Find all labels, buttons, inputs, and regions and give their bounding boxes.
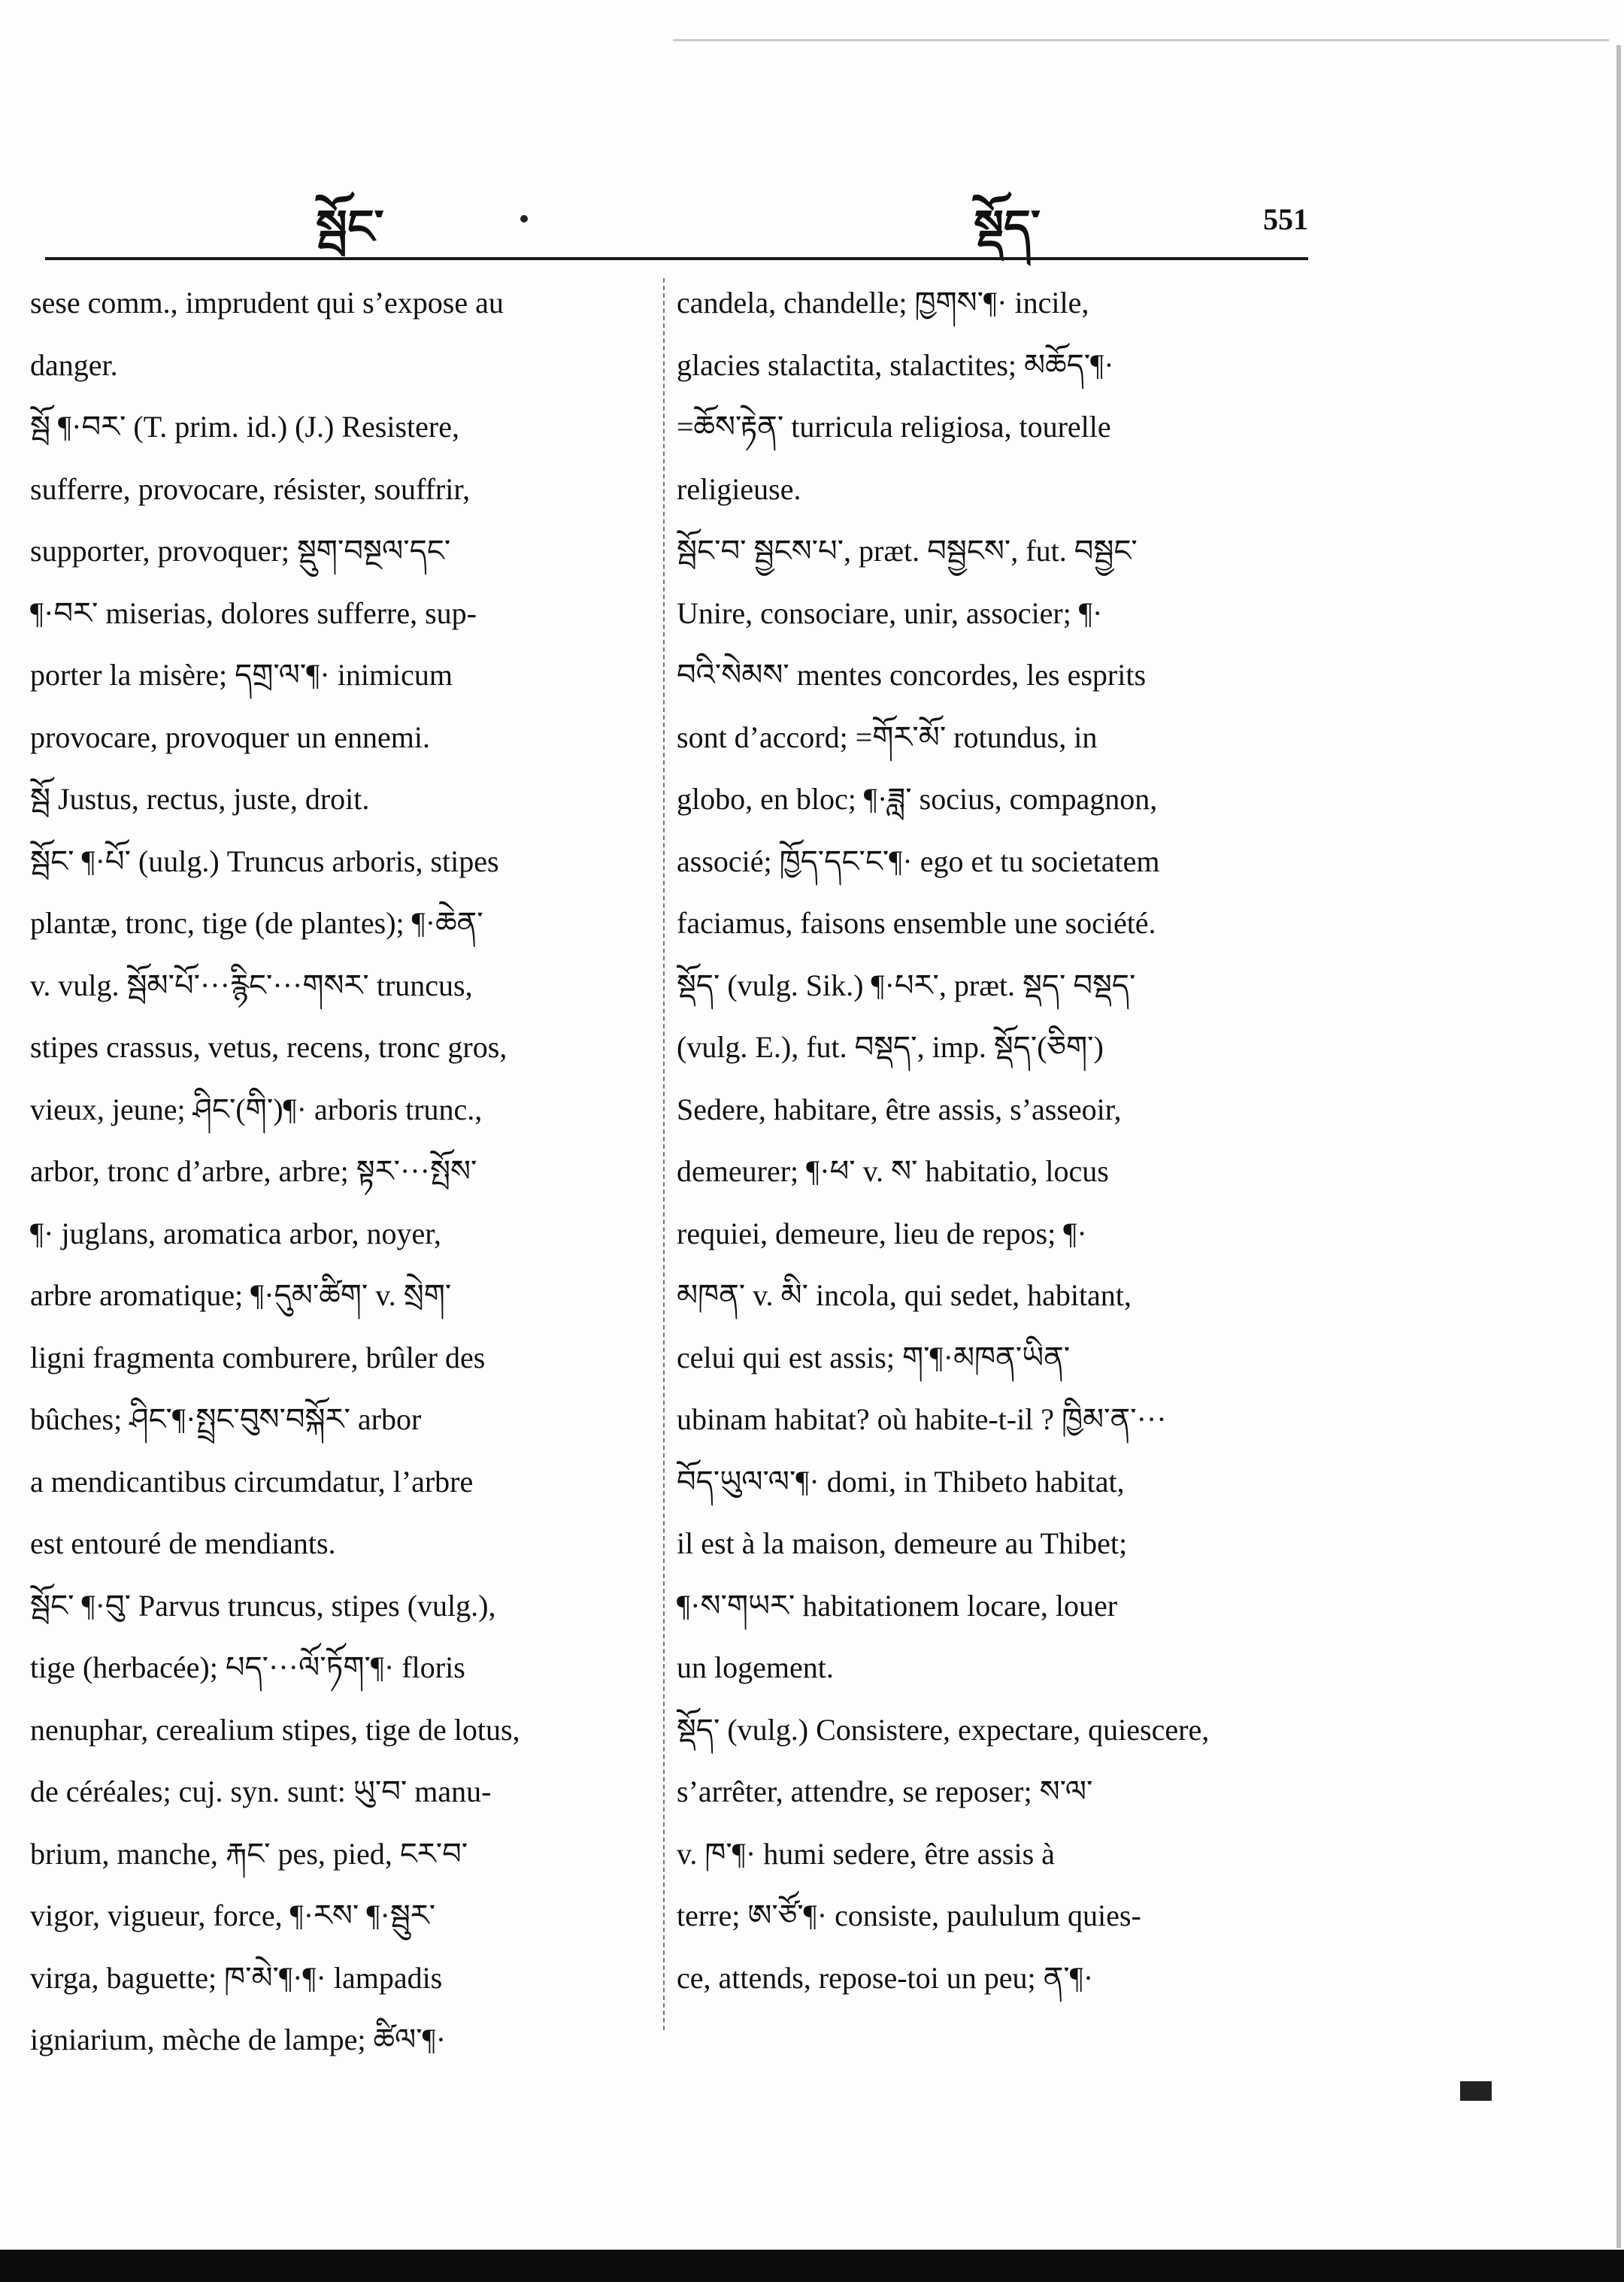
column-divider	[663, 278, 665, 2030]
text-line: arbre aromatique; ¶·དུམ་ཚིག་ v. སྲེག་	[30, 1278, 452, 1312]
text-line: མཁན་ v. མི་ incola, qui sedet, habitant,	[677, 1278, 1132, 1312]
text-line: brium, manche, རྐང་ pes, pied, ངར་བ་	[30, 1836, 468, 1871]
text-line: il est à la maison, demeure au Thibet;	[677, 1526, 1128, 1560]
text-line: vieux, jeune; ཤིང་(གི་)¶· arboris trunc.,	[30, 1092, 483, 1126]
text-line: celui qui est assis; ག་¶·མཁན་ཡིན་	[677, 1340, 1071, 1374]
left-column	[30, 272, 648, 2071]
text-line: demeurer; ¶·ཕ་ v. ས་ habitatio, locus	[677, 1154, 1109, 1188]
text-line: v. ཁ་¶· humi sedere, être assis à	[677, 1836, 1055, 1871]
text-line: provocare, provoquer un ennemi.	[30, 720, 431, 754]
text-line: སྡོད་ (vulg.) Consistere, expectare, quiescere,	[677, 1712, 1210, 1747]
text-line: terre; ཨ་ཙོ་¶· consiste, paululum quies-	[677, 1899, 1141, 1932]
text-line: ¶· juglans, aromatica arbor, noyer,	[30, 1216, 441, 1250]
text-line: glacies stalactita, stalactites; མཆོད་¶·	[677, 347, 1114, 382]
text-line: supporter, provoquer; སྡུག་བསྔལ་དང་	[30, 534, 451, 568]
text-line: བའི་སེམས་ mentes concordes, les esprits	[677, 658, 1147, 692]
text-line: ¶·བར་ miserias, dolores sufferre, sup-	[30, 596, 477, 630]
text-line: stipes crassus, vetus, recens, tronc gros,	[30, 1030, 508, 1064]
right-column	[677, 272, 1301, 2009]
text-line: (vulg. E.), fut. བསྡད་, imp. སྡོད་(ཅིག་)	[677, 1030, 1104, 1064]
text-line: bûches; ཤིང་¶·སྤྲང་བུས་བསྐོར་ arbor	[30, 1402, 422, 1436]
text-line: de céréales; cuj. syn. sunt: ཡུ་བ་ manu-	[30, 1774, 492, 1808]
text-line: requiei, demeure, lieu de repos; ¶·	[677, 1216, 1087, 1250]
page-top-edge	[673, 39, 1609, 41]
text-line: porter la misère; དགྲ་ལ་¶· inimicum	[30, 658, 453, 692]
text-line: sese comm., imprudent qui s’expose au	[30, 286, 504, 320]
text-line: globo, en bloc; ¶·ཟླ་ socius, compagnon,	[677, 782, 1158, 816]
text-line: a mendicantibus circumdatur, l’arbre	[30, 1464, 474, 1499]
text-line: སྦོ Justus, rectus, juste, droit.	[30, 782, 370, 816]
text-line: un logement.	[677, 1650, 834, 1684]
text-line: བོད་ཡུལ་ལ་¶· domi, in Thibeto habitat,	[677, 1464, 1125, 1499]
text-line: སྡོད་ (vulg. Sik.) ¶·པར་, præt. སྡད་ བསྡད་	[677, 968, 1136, 1002]
text-line: སྦོང་ ¶·བུ་ Parvus truncus, stipes (vulg.),	[30, 1588, 496, 1623]
text-line: ubinam habitat? où habite-t-il ? ཁྱིམ་ན་···	[677, 1402, 1167, 1436]
text-line: ce, attends, repose-toi un peu; ན་¶·	[677, 1960, 1094, 1995]
text-line: སྦོང་ ¶·པོ་ (uulg.) Truncus arboris, stipes	[30, 844, 499, 878]
text-line: nenuphar, cerealium stipes, tige de lotus,	[30, 1712, 520, 1747]
text-line: s’arrêter, attendre, se reposer; ས་ལ་	[677, 1774, 1093, 1808]
text-line: vigor, vigueur, force, ¶·རས་ ¶·སྦུར་	[30, 1899, 436, 1932]
text-line: candela, chandelle; ཁྱགས་¶· incile,	[677, 286, 1089, 320]
text-line: plantæ, tronc, tige (de plantes); ¶·ཆེན་	[30, 906, 483, 940]
page-right-edge	[1616, 45, 1621, 2248]
text-line: est entouré de mendiants.	[30, 1526, 336, 1560]
scan-bottom-border	[0, 2250, 1624, 2282]
text-line: religieuse.	[677, 471, 801, 506]
text-line: ligni fragmenta comburere, brûler des	[30, 1340, 486, 1374]
text-line: སྦོ ¶·བར་ (T. prim. id.) (J.) Resistere,	[30, 410, 459, 444]
header-dot	[520, 215, 528, 223]
header-rule	[45, 257, 1308, 260]
ink-smudge	[1460, 2081, 1492, 2101]
left-running-headword: སྦོང་	[316, 199, 384, 254]
text-line: igniarium, mèche de lampe; ཚིལ་¶·	[30, 2023, 447, 2056]
text-line: associé; ཁྱོད་དང་ང་¶· ego et tu societatem	[677, 844, 1160, 878]
text-line: virga, baguette; ཁ་མེ་¶·¶· lampadis	[30, 1960, 443, 1995]
text-line: Unire, consociare, unir, associer; ¶·	[677, 596, 1103, 630]
text-line: danger.	[30, 347, 118, 382]
text-line: tige (herbacée); པད་···ལོ་ཏོག་¶· floris	[30, 1650, 465, 1684]
text-line: =ཆོས་རྟེན་ turricula religiosa, tourelle	[677, 410, 1111, 444]
text-line: Sedere, habitare, être assis, s’asseoir,	[677, 1092, 1122, 1126]
text-line: sufferre, provocare, résister, souffrir,	[30, 471, 471, 506]
text-line: arbor, tronc d’arbre, arbre; སྟར་···སྤོས་	[30, 1154, 477, 1188]
text-line: v. vulg. སྦོམ་པོ་···རྙིང་···གསར་ truncus,	[30, 968, 473, 1002]
text-line: སྦོང་བ་ སྦྱངས་པ་, præt. བསྦྱངས་, fut. བསྦྱང་	[677, 534, 1138, 568]
page-number: 551	[1263, 202, 1308, 236]
text-line: faciamus, faisons ensemble une société.	[677, 906, 1156, 940]
text-line: sont d’accord; =གོར་མོ་ rotundus, in	[677, 720, 1098, 754]
right-running-headword: སྡོད་	[974, 199, 1041, 254]
text-line: ¶·ས་གཡར་ habitationem locare, louer	[677, 1588, 1118, 1623]
